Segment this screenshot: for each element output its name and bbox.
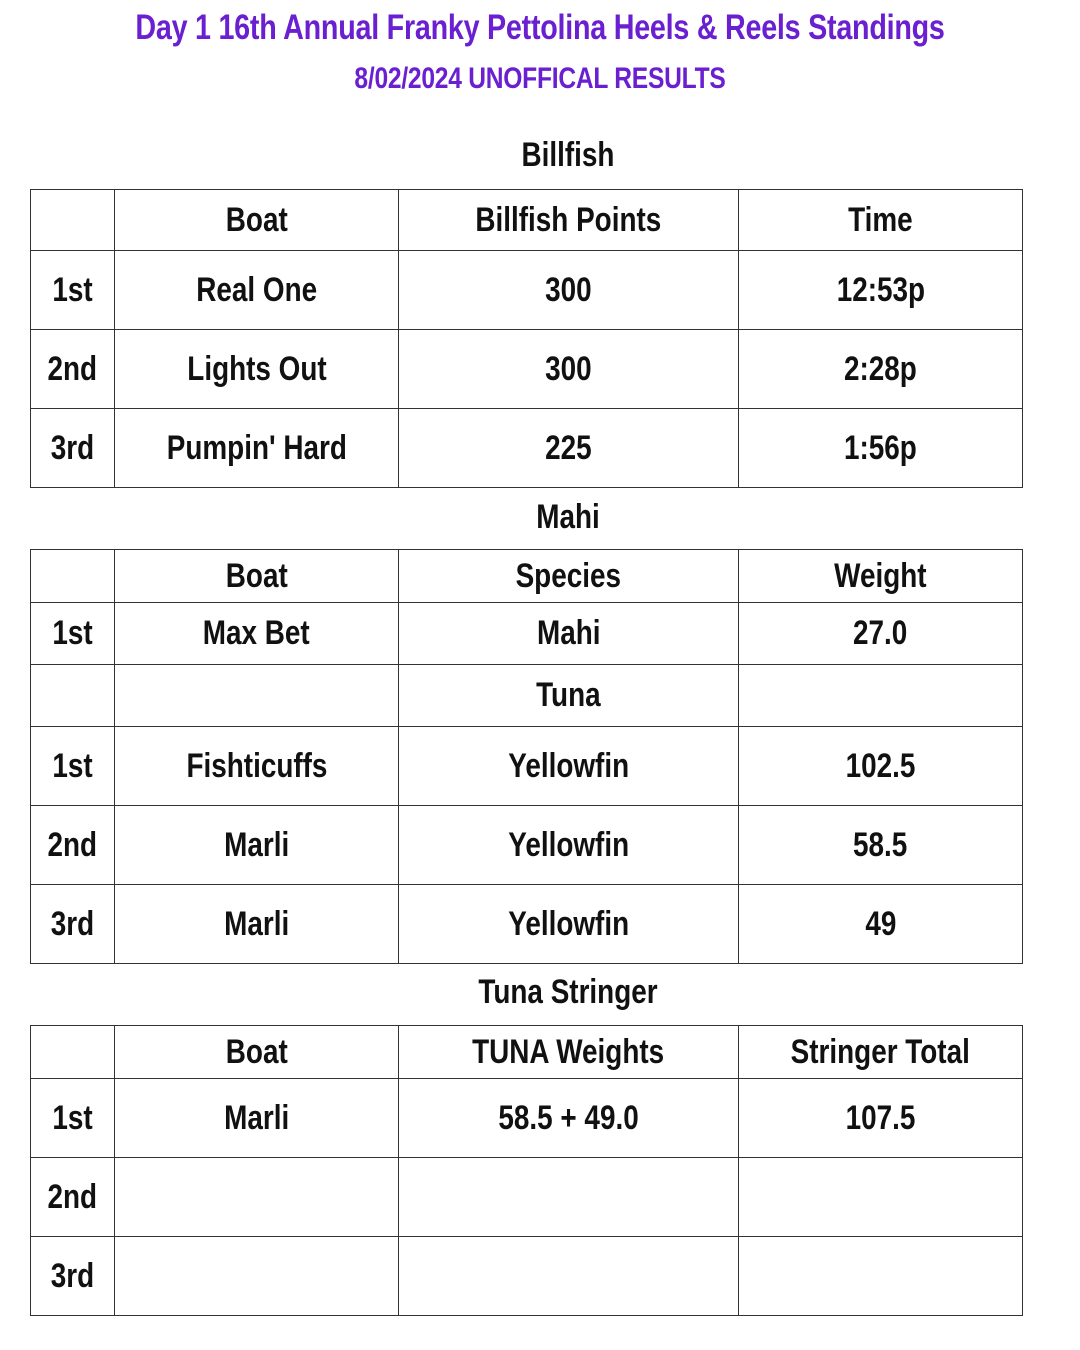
total-cell — [739, 1158, 1023, 1237]
place-cell: 2nd — [31, 806, 115, 885]
header-cell: Boat — [115, 1026, 399, 1079]
species-cell: Yellowfin — [399, 727, 739, 806]
place-cell: 2nd — [31, 1158, 115, 1237]
stringer-header-row — [31, 1026, 1023, 1079]
header-cell: TUNA Weights — [399, 1026, 739, 1079]
points-cell: 225 — [399, 409, 739, 488]
weight-cell: 49 — [739, 885, 1023, 964]
weights-cell — [399, 1237, 739, 1316]
place-cell: 1st — [31, 251, 115, 330]
boat-cell: Pumpin' Hard — [115, 409, 399, 488]
place-cell: 3rd — [31, 1237, 115, 1316]
species-cell: Mahi — [399, 603, 739, 665]
empty-cell — [115, 665, 399, 727]
boat-cell: Marli — [115, 806, 399, 885]
billfish-header-row — [31, 190, 1023, 251]
header-cell — [31, 550, 115, 603]
table-row — [31, 1079, 1023, 1158]
total-cell — [739, 1237, 1023, 1316]
total-cell: 107.5 — [739, 1079, 1023, 1158]
place-cell: 1st — [31, 603, 115, 665]
weight-cell: 58.5 — [739, 806, 1023, 885]
stringer-section-title: Tuna Stringer — [478, 973, 658, 1011]
boat-cell: Marli — [115, 885, 399, 964]
boat-cell: Max Bet — [115, 603, 399, 665]
time-cell: 1:56p — [739, 409, 1023, 488]
stringer-table — [30, 1025, 1023, 1316]
table-row — [31, 409, 1023, 488]
boat-cell — [115, 1158, 399, 1237]
tuna-section-title: Tuna — [399, 665, 739, 727]
boat-cell — [115, 1237, 399, 1316]
table-row — [31, 251, 1023, 330]
place-cell: 1st — [31, 1079, 115, 1158]
table-row — [31, 1158, 1023, 1237]
mahi-section-title: Mahi — [536, 498, 600, 536]
place-cell: 3rd — [31, 409, 115, 488]
weight-cell: 102.5 — [739, 727, 1023, 806]
mahi-tuna-table — [30, 549, 1023, 964]
boat-cell: Marli — [115, 1079, 399, 1158]
table-row — [31, 885, 1023, 964]
header-cell: Time — [739, 190, 1023, 251]
time-cell: 2:28p — [739, 330, 1023, 409]
header-cell — [31, 1026, 115, 1079]
place-cell: 2nd — [31, 330, 115, 409]
points-cell: 300 — [399, 251, 739, 330]
time-cell: 12:53p — [739, 251, 1023, 330]
header-cell: Weight — [739, 550, 1023, 603]
billfish-section-title: Billfish — [521, 136, 615, 174]
billfish-table — [30, 189, 1023, 488]
table-row — [31, 727, 1023, 806]
header-cell — [31, 190, 115, 251]
table-row — [31, 1237, 1023, 1316]
table-row — [31, 330, 1023, 409]
species-cell: Yellowfin — [399, 885, 739, 964]
tuna-subheader-row — [31, 665, 1023, 727]
boat-cell: Fishticuffs — [115, 727, 399, 806]
boat-cell: Lights Out — [115, 330, 399, 409]
weights-cell — [399, 1158, 739, 1237]
points-cell: 300 — [399, 330, 739, 409]
page-title: Day 1 16th Annual Franky Pettolina Heels & Reels Standings — [135, 8, 945, 47]
boat-cell: Real One — [115, 251, 399, 330]
weights-cell: 58.5 + 49.0 — [399, 1079, 739, 1158]
species-cell: Yellowfin — [399, 806, 739, 885]
place-cell: 1st — [31, 727, 115, 806]
header-cell: Boat — [115, 190, 399, 251]
empty-cell — [31, 665, 115, 727]
mahi-header-row — [31, 550, 1023, 603]
empty-cell — [739, 665, 1023, 727]
header-cell: Billfish Points — [399, 190, 739, 251]
page-subtitle: 8/02/2024 UNOFFICAL RESULTS — [354, 62, 726, 95]
table-row — [31, 603, 1023, 665]
table-row — [31, 806, 1023, 885]
header-cell: Boat — [115, 550, 399, 603]
weight-cell: 27.0 — [739, 603, 1023, 665]
header-cell: Stringer Total — [739, 1026, 1023, 1079]
place-cell: 3rd — [31, 885, 115, 964]
header-cell: Species — [399, 550, 739, 603]
